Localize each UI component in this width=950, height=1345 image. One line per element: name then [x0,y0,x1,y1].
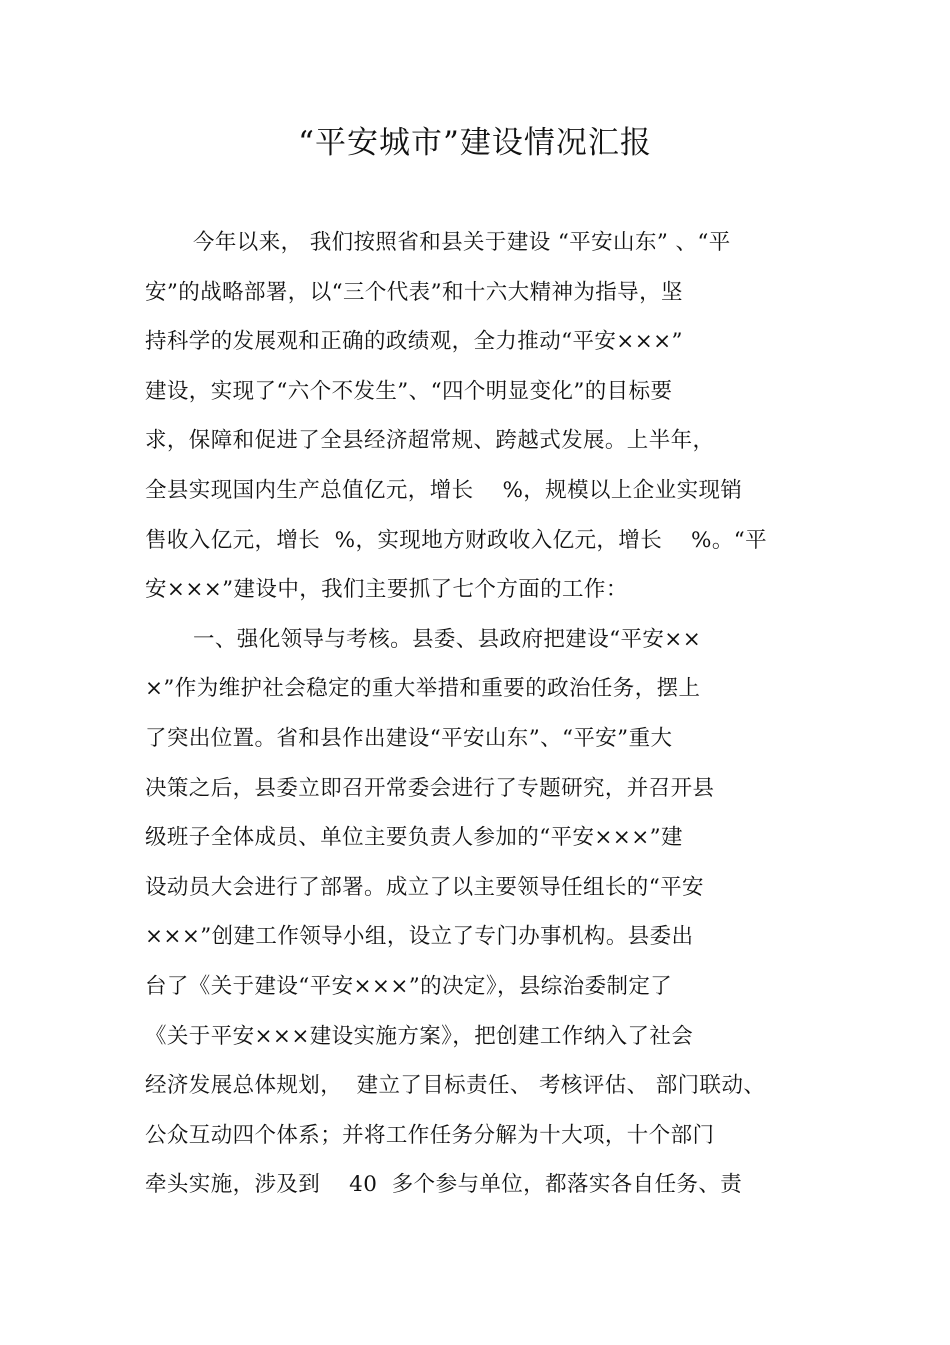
body-line: ×”作为维护社会稳定的重大举措和重要的政治任务，摆上 [145,676,701,702]
body-line: 售收入亿元，增长 %，实现地方财政收入亿元，增长 %。“平 [145,527,768,553]
body-line: 安”的战略部署，以“三个代表”和十六大精神为指导，坚 [145,279,683,305]
body-line: 一、强化领导与考核。县委、县政府把建设“平安×× [193,626,702,652]
body-line: 今年以来， 我们按照省和县关于建设 “平安山东” 、“平 [193,230,731,255]
body-line: 持科学的发展观和正确的政绩观，全力推动“平安×××” [145,329,683,355]
body-line: 级班子全体成员、单位主要负责人参加的“平安×××”建 [145,825,683,851]
body-line: ×××”创建工作领导小组，设立了专门办事机构。县委出 [145,924,694,950]
body-line: 了突出位置。省和县作出建设“平安山东”、“平安”重大 [145,725,673,751]
body-line: 台了《关于建设“平安×××”的决定》，县综治委制定了 [145,973,673,999]
body-line: 公众互动四个体系；并将工作任务分解为十大项，十个部门 [145,1122,715,1148]
body-line: 安×××”建设中，我们主要抓了七个方面的工作： [145,577,628,603]
body-line: 建设，实现了“六个不发生”、“四个明显变化”的目标要 [145,378,673,404]
body-line: 牵头实施，涉及到 40 多个参与单位，都落实各自任务、责 [145,1172,743,1198]
body-line: 设动员大会进行了部署。成立了以主要领导任组长的“平安 [145,874,704,900]
document-body [145,218,825,1210]
body-line: 全县实现国内生产总值亿元，增长 %，规模以上企业实现销 [145,477,743,503]
document-title: “平安城市”建设情况汇报 [298,125,652,161]
body-line: 决策之后，县委立即召开常委会进行了专题研究，并召开县 [145,775,715,801]
body-line: 求，保障和促进了全县经济超常规、跨越式发展。上半年， [145,428,715,454]
body-line: 经济发展总体规划， 建立了目标责任、 考核评估、 部门联动、 [145,1073,766,1099]
body-line: 《关于平安×××建设实施方案》，把创建工作纳入了社会 [145,1023,694,1049]
